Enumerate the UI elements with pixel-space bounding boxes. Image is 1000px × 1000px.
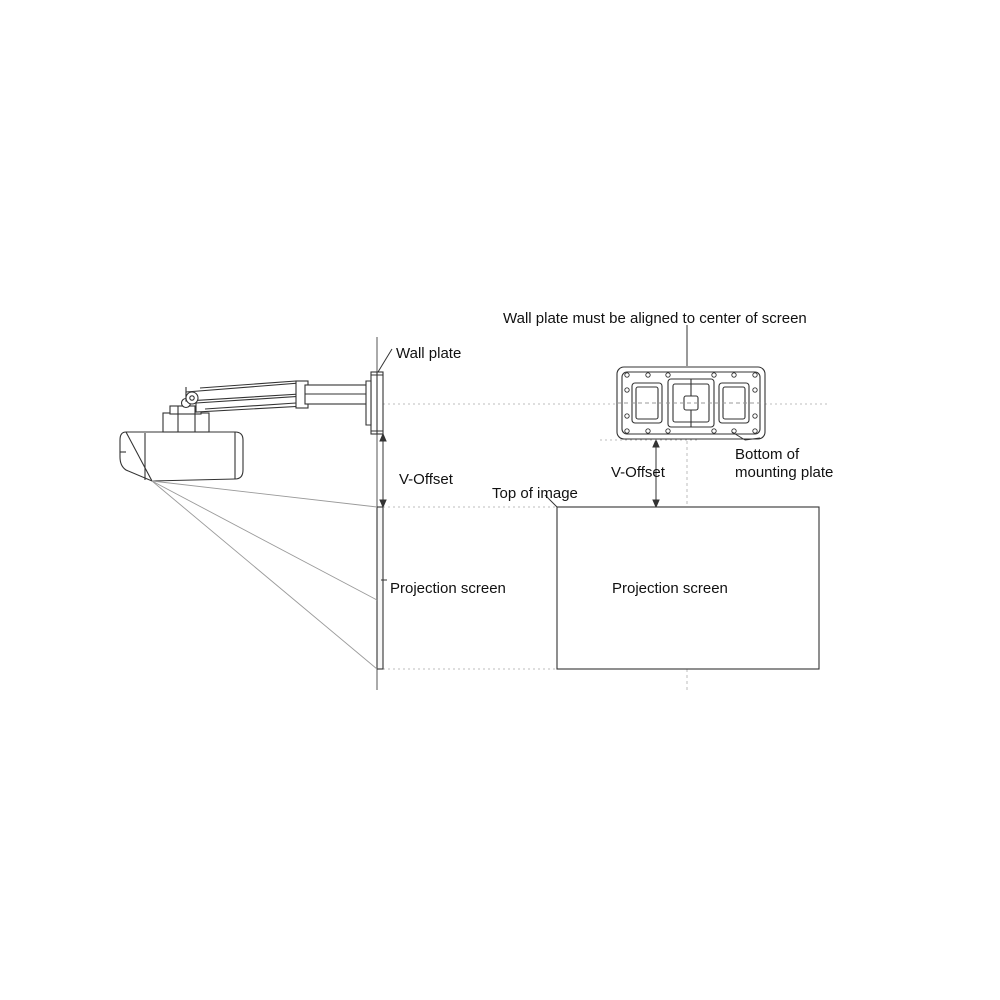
wall-plate-front [617,367,765,439]
label-projection-screen-right: Projection screen [612,580,728,597]
label-alignment-note: Wall plate must be aligned to center of screen [503,310,807,327]
label-bottom-of-mounting-plate-line2: mounting plate [735,464,834,481]
projection-beam-rays [152,481,377,669]
label-v-offset-left: V-Offset [399,471,453,488]
projection-screen-side [377,507,383,669]
label-bottom-of-mounting-plate-line1: Bottom of [735,446,800,463]
label-wall-plate: Wall plate [396,345,462,362]
label-projection-screen-left: Projection screen [390,580,506,597]
label-v-offset-right: V-Offset [611,464,665,481]
wall-plate-side [366,372,383,434]
label-top-of-image: Top of image [492,485,578,502]
projector-side-view [120,432,243,481]
v-offset-dimension-left [380,434,386,507]
extension-arm [186,381,377,412]
wall-plate-leader [378,349,392,372]
